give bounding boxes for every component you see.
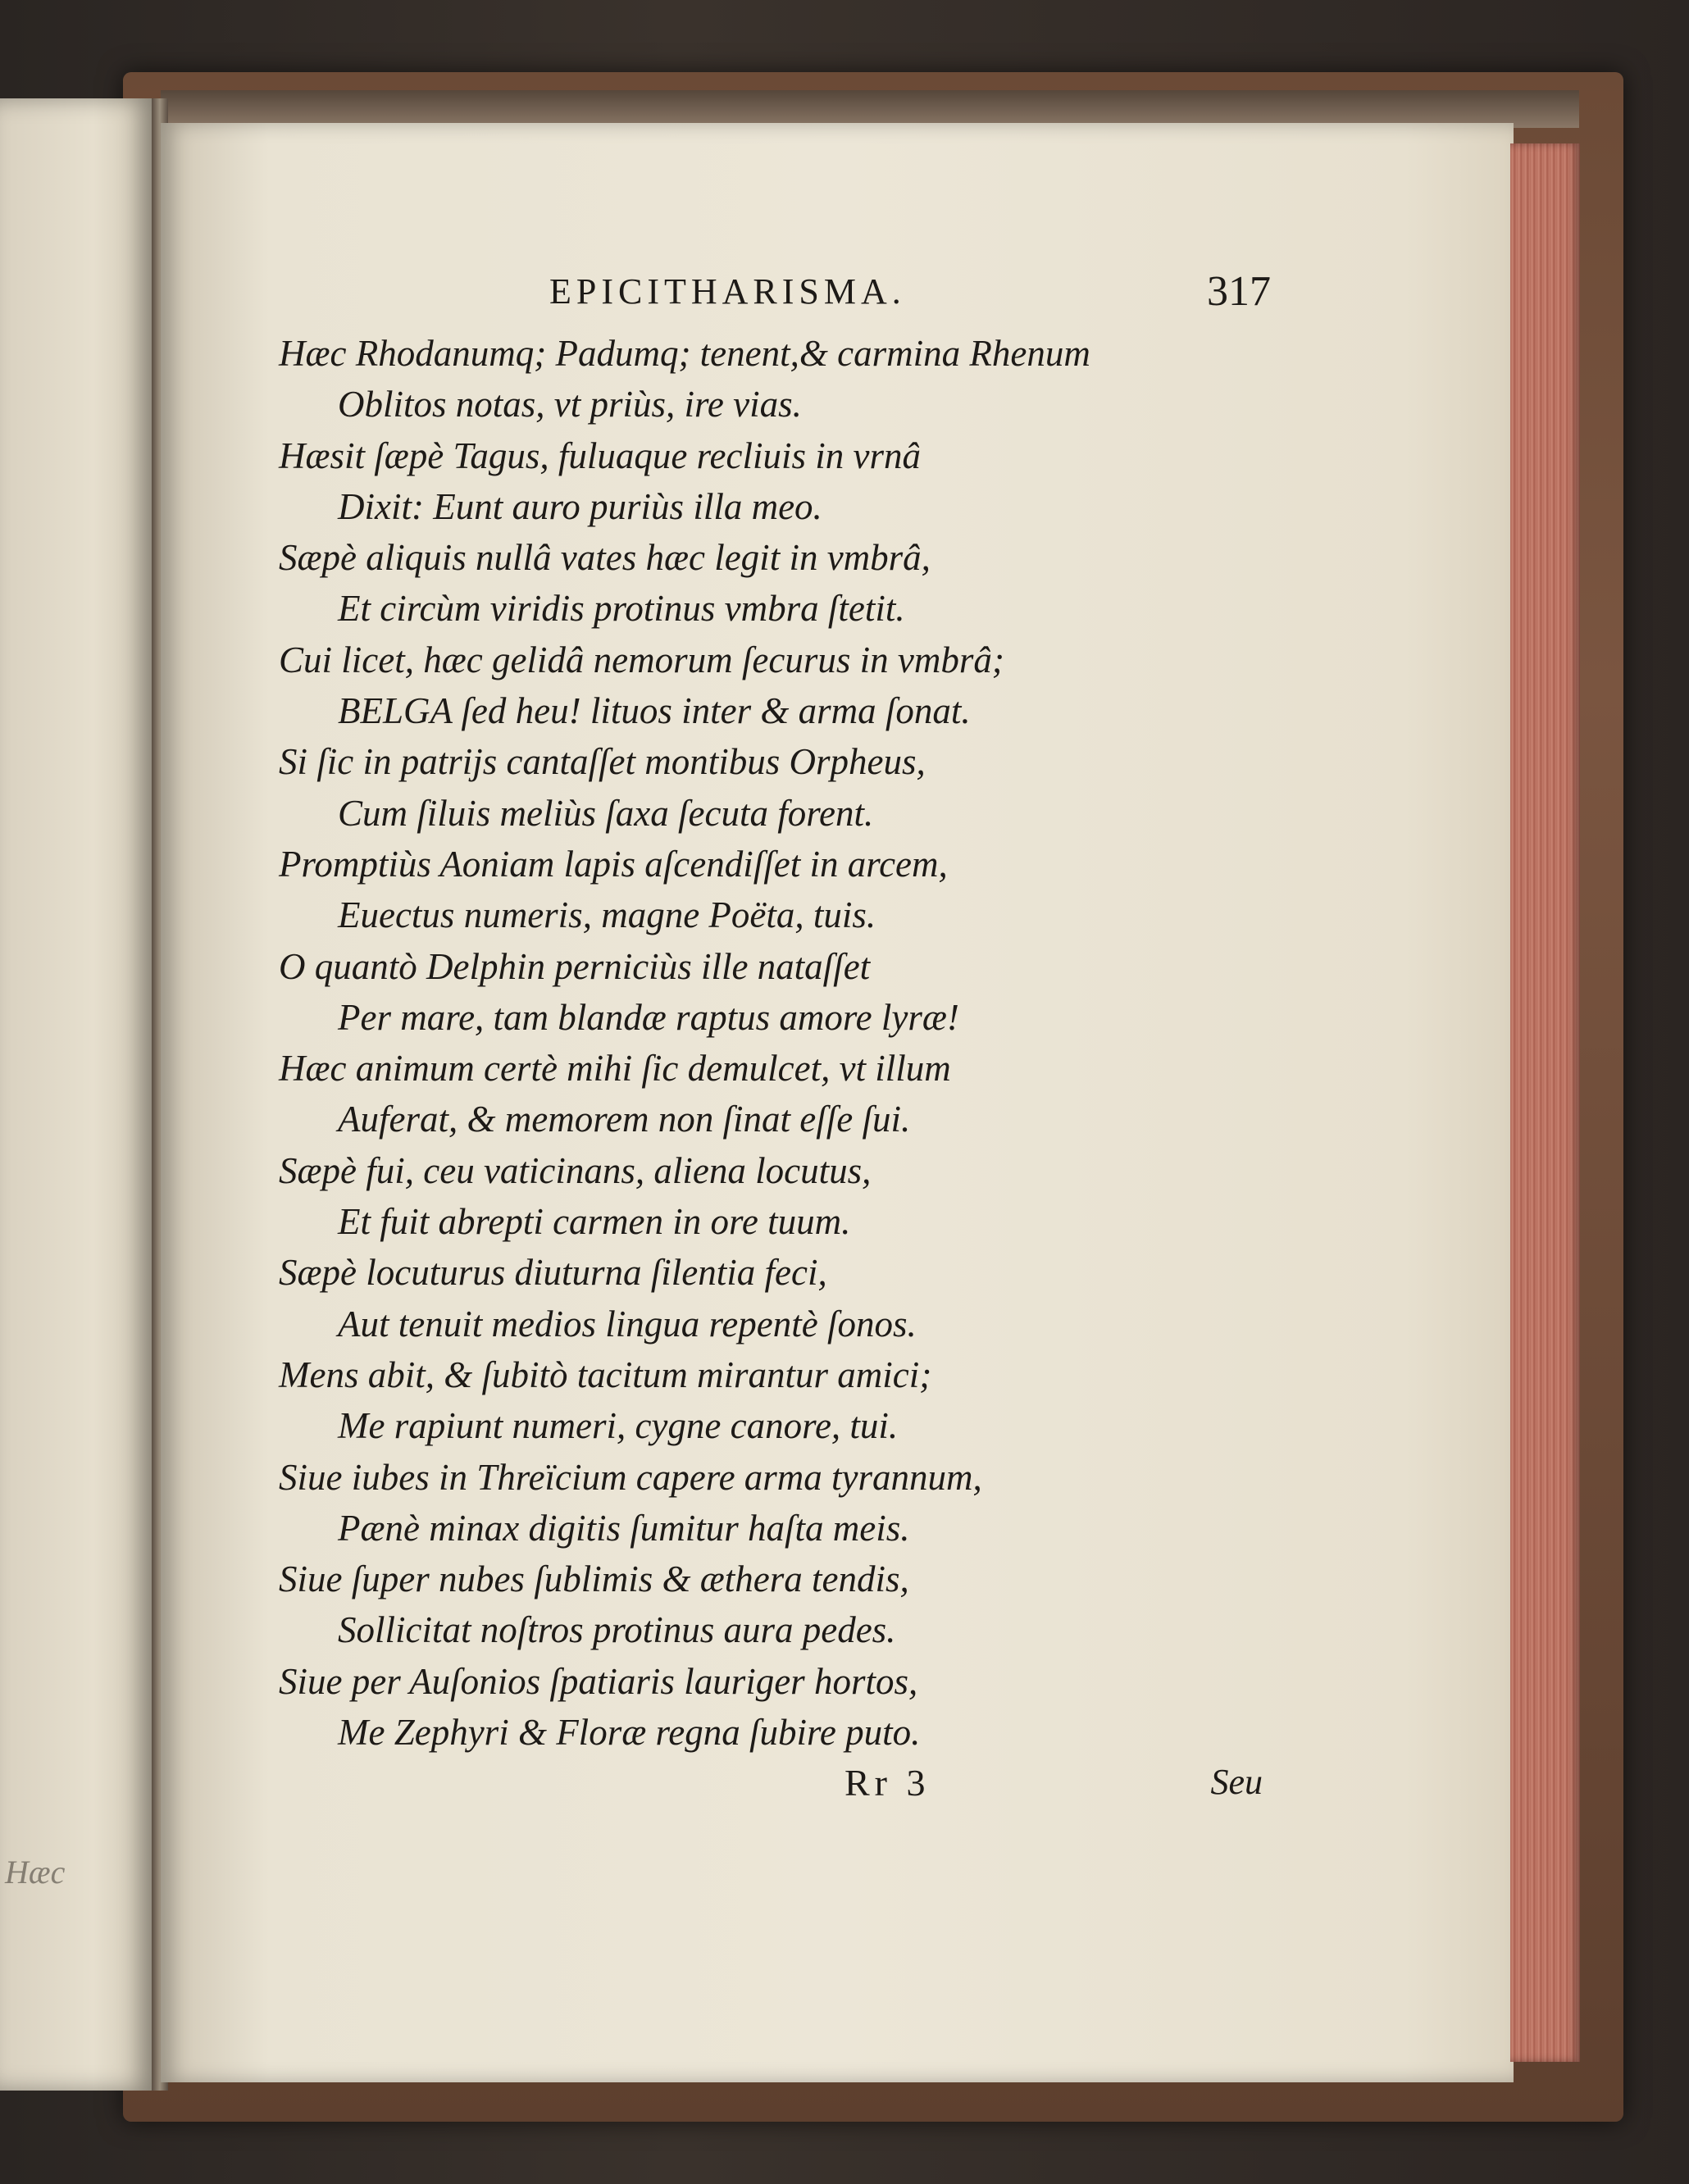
verse-line: Hæsit ſæpè Tagus, fuluaque recliuis in vrnâ [279, 435, 921, 476]
verse-line: Me rapiunt numeri, cygne canore, tui. [338, 1405, 899, 1447]
verse-line: Promptiùs Aoniam lapis aſcendiſſet in arcem, [279, 843, 948, 885]
verse-line: Et circùm viridis protinus vmbra ſtetit. [338, 588, 905, 630]
verse-line: Oblitos notas, vt priùs, ire vias. [338, 384, 802, 425]
verse-line: Siue ſuper nubes ſublimis & æthera tendis, [279, 1558, 909, 1600]
verse-line: Sæpè locuturus diuturna ſilentia feci, [279, 1252, 827, 1294]
verse-line: Siue iubes in Threïcium capere arma tyrannum, [279, 1456, 982, 1498]
verse-line: Cui licet, hæc gelidâ nemorum ſecurus in vmbrâ; [279, 639, 1004, 680]
verse-line: Euectus numeris, magne Poëta, tuis. [338, 894, 876, 936]
verse-line: Dixit: Eunt auro puriùs illa meo. [338, 485, 822, 527]
verse-line: Et fuit abrepti carmen in ore tuum. [338, 1201, 851, 1243]
verse-line: Pænè minax digitis ſumitur haſta meis. [338, 1507, 910, 1549]
page-number: 317 [1207, 268, 1271, 315]
verse-line: Me Zephyri & Floræ regna ſubire puto. [338, 1712, 921, 1754]
verse-line: Mens abit, & ſubitò tacitum mirantur amici; [279, 1354, 932, 1395]
page-footer [279, 1761, 1263, 1810]
verse-line: Sæpè fui, ceu vaticinans, aliena locutus, [279, 1149, 872, 1191]
verse-line: Hæc Rhodanumq; Padumq; tenent,& carmina Rhenum [279, 333, 1090, 374]
verse-line: Per mare, tam blandæ raptus amore lyræ! [338, 996, 959, 1038]
verse-line: Hæc animum certè mihi ſic demulcet, vt illum [279, 1048, 951, 1090]
verse-line: Aut tenuit medios lingua repentè ſonos. [338, 1303, 917, 1345]
fore-edge [1510, 143, 1580, 2062]
signature-mark: Rr 3 [844, 1762, 931, 1804]
verse-line: Si ſic in patrijs cantaſſet montibus Orpheus, [279, 741, 926, 783]
verse-line: Sæpè aliquis nullâ vates hæc legit in vmbrâ, [279, 537, 931, 579]
text-column [279, 268, 1271, 1810]
verse-line: BELGA ſed heu! lituos inter & arma ſonat. [338, 690, 971, 732]
left-page-catchword: Hæc [5, 1854, 66, 1891]
verse-line: Siue per Auſonios ſpatiaris lauriger hortos, [279, 1660, 918, 1702]
running-head [279, 268, 1271, 328]
verse-line: Cum ſiluis meliùs ſaxa ſecuta forent. [338, 792, 874, 834]
verse-block [279, 328, 1254, 1758]
verse-line: O quantò Delphin perniciùs ille nataſſet [279, 945, 871, 987]
verse-line: Auferat, & memorem non ſinat eſſe ſui. [338, 1099, 911, 1140]
running-title: EPICITHARISMA. [549, 271, 906, 312]
verse-line: Sollicitat noſtros protinus aura pedes. [338, 1609, 896, 1651]
catchword: Seu [1210, 1762, 1263, 1803]
left-page [0, 98, 156, 2091]
